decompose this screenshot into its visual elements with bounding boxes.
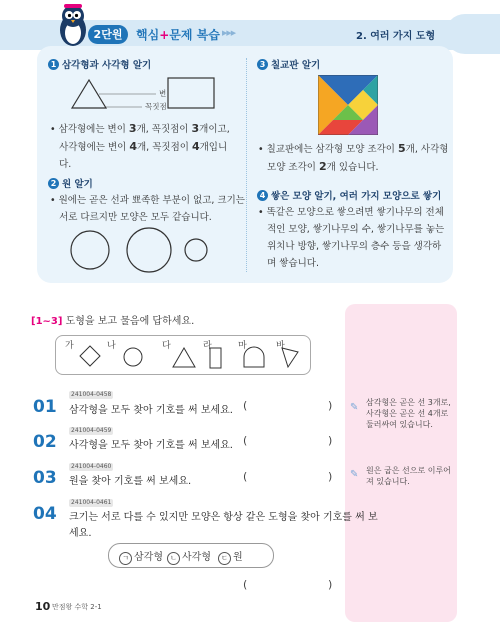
question-text: 삼각형을 모두 찾아 기호를 써 보세요. bbox=[69, 405, 233, 416]
question-text: 크기는 서로 다를 수 있지만 모양은 항상 같은 도형을 찾아 기호를 써 보 bbox=[69, 512, 378, 523]
answer-paren-close: ) bbox=[328, 578, 333, 591]
section-4-heading: 4 쌓은 모양 알기, 여러 가지 모양으로 쌓기 bbox=[257, 188, 441, 202]
question-code: 241004-0460 bbox=[71, 463, 112, 470]
page-number: 10 bbox=[35, 600, 51, 613]
tip-sidebar bbox=[345, 304, 457, 622]
answer-paren-close: ) bbox=[328, 434, 333, 447]
tip-text: 원은 굽은 선으로 이루어져 있습니다. bbox=[366, 466, 451, 486]
question-code: 241004-0458 bbox=[71, 391, 112, 398]
option-square: ㄴ 사각형 bbox=[167, 548, 211, 565]
review-divider bbox=[246, 58, 247, 272]
question-text: 사각형을 모두 찾아 기호를 써 보세요. bbox=[69, 440, 233, 451]
section-2-text: • 원에는 곧은 선과 뾰족한 부분이 없고, 크기는 서로 다르지만 모양은 모두 같습니다. bbox=[50, 195, 245, 223]
question-code: 241004-0459 bbox=[71, 427, 112, 434]
shape-label: 가 bbox=[65, 341, 74, 351]
book-title: 만점왕 수학 2-1 bbox=[52, 603, 102, 611]
shape-na-circle bbox=[124, 348, 142, 366]
pencil-icon: ✎ bbox=[350, 402, 359, 413]
circle-large bbox=[127, 228, 171, 272]
shape-label: 라 bbox=[203, 341, 212, 351]
shape-label: 다 bbox=[162, 341, 171, 351]
option-triangle: ㄱ 삼각형 bbox=[119, 548, 163, 565]
shape-label: 바 bbox=[276, 341, 285, 351]
answer-blank[interactable] bbox=[250, 433, 324, 449]
header-curve bbox=[445, 14, 500, 54]
circle-medium bbox=[71, 231, 109, 269]
shape-label: 마 bbox=[238, 341, 247, 351]
question-number: 01 bbox=[33, 397, 57, 417]
shape-ba-triangle bbox=[282, 348, 298, 367]
question-text: 원을 찾아 기호를 써 보세요. bbox=[69, 476, 192, 487]
pencil-icon: ✎ bbox=[350, 469, 359, 480]
answer-paren-open: ( bbox=[243, 434, 248, 447]
instruction: [1~3] 도형을 보고 물음에 답하세요. bbox=[31, 316, 195, 327]
section-1-heading: 1 삼각형과 사각형 알기 bbox=[48, 57, 151, 71]
shape-ga-diamond bbox=[80, 346, 100, 366]
page-title: 핵심+문제 복습 bbox=[136, 28, 220, 42]
question-number: 02 bbox=[33, 432, 57, 452]
answer-paren-open: ( bbox=[243, 399, 248, 412]
answer-blank[interactable] bbox=[250, 577, 324, 593]
penguin-mascot-icon bbox=[55, 0, 91, 50]
shape-da-triangle bbox=[173, 348, 195, 367]
vertex-label: 꼭짓점 bbox=[145, 102, 167, 111]
shapes-figure bbox=[55, 335, 311, 375]
answer-paren-open: ( bbox=[243, 578, 248, 591]
tangram-figure bbox=[318, 75, 378, 135]
circles-figure bbox=[70, 226, 220, 276]
circle-small bbox=[185, 239, 207, 261]
section-3-heading: 3 칠교판 알기 bbox=[257, 57, 320, 71]
question-code: 241004-0461 bbox=[71, 499, 112, 506]
tip-text: 삼각형은 곧은 선 3개로, 사각형은 곧은 선 4개로 둘러싸여 있습니다. bbox=[366, 398, 451, 429]
answer-paren-close: ) bbox=[328, 399, 333, 412]
question-text: 세요. bbox=[69, 528, 92, 539]
shape-label: 나 bbox=[107, 341, 116, 351]
edge-label: 변 bbox=[159, 89, 167, 98]
header-arrows: ▶▶▶ bbox=[222, 29, 236, 37]
section-3-text: • 칠교판에는 삼각형 모양 조각이 5개, 사각형 모양 조각이 2개 있습니다. bbox=[258, 142, 449, 173]
answer-blank[interactable] bbox=[250, 398, 324, 414]
unit-badge: 2단원 bbox=[88, 25, 128, 44]
chapter-title: 2. 여러 가지 도형 bbox=[356, 31, 436, 42]
answer-paren-open: ( bbox=[243, 470, 248, 483]
shape-ma-arch bbox=[244, 347, 264, 367]
shape-ra-rectangle bbox=[210, 348, 221, 368]
section-2-heading: 2 원 알기 bbox=[48, 176, 93, 190]
question-number: 03 bbox=[33, 468, 57, 488]
square-shape bbox=[168, 78, 214, 108]
answer-blank[interactable] bbox=[250, 469, 324, 485]
question-number: 04 bbox=[33, 504, 57, 524]
section-4-text: • 똑같은 모양으로 쌓으려면 쌓기나무의 전체 적인 모양, 쌓기나무의 수, 쌓기나무를 놓는 위치나 방향, 쌓기나무의 층수 등을 생각하 며 쌓습니다. bbox=[258, 207, 445, 269]
option-circle: ㄷ 원 bbox=[218, 548, 243, 565]
section-1-text: • 삼각형에는 변이 3개, 꼭짓점이 3개이고, 사각형에는 변이 4개, 꼭짓점이 4개입니 다. bbox=[50, 122, 230, 170]
answer-paren-close: ) bbox=[328, 470, 333, 483]
